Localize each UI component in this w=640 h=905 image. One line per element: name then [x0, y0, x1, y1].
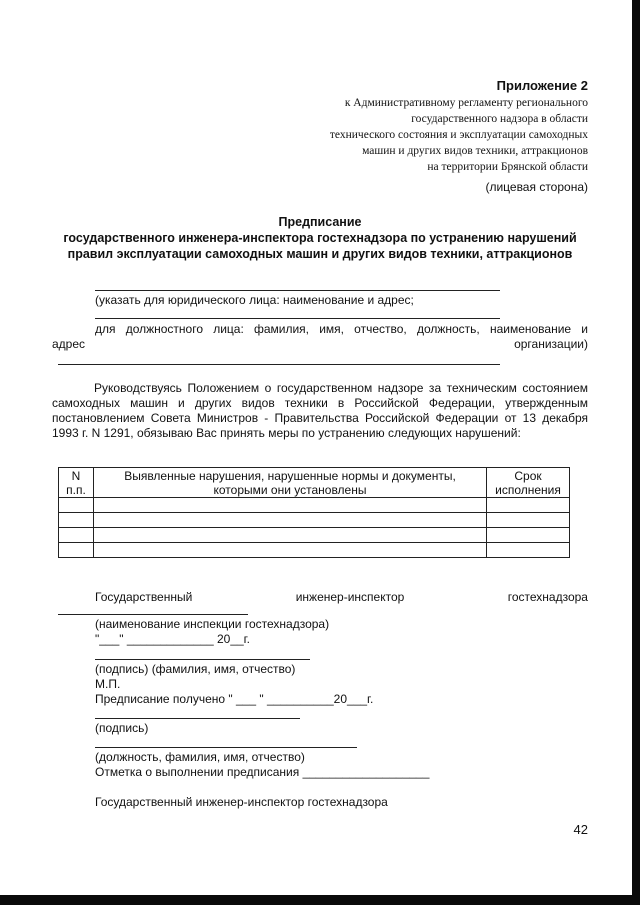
inspection-hint: (наименование инспекции гостехнадзора)	[95, 617, 330, 631]
seal-mark: М.П.	[95, 677, 121, 691]
table-cell	[487, 528, 570, 543]
table-row	[59, 543, 570, 558]
hint-official-word-right: организации)	[514, 337, 588, 351]
appendix-line: технического состояния и эксплуатации самоходных	[329, 129, 588, 141]
table-cell	[94, 513, 487, 528]
fill-line	[58, 364, 500, 365]
table-cell	[487, 498, 570, 513]
header-text: которыми они установлены	[213, 483, 367, 497]
fill-line	[95, 718, 300, 719]
hint-official-word-left: адрес	[52, 337, 86, 351]
table-cell	[94, 543, 487, 558]
header-text: исполнения	[495, 483, 561, 497]
hint-legal: (указать для юридического лица: наименование и адрес;	[95, 293, 414, 307]
table-cell	[59, 528, 94, 543]
scan-edge-right	[632, 0, 640, 905]
scan-edge-bottom	[0, 895, 640, 905]
table-cell	[59, 543, 94, 558]
signature-word-1: Государственный	[95, 590, 193, 604]
fill-line	[58, 614, 248, 615]
header-violations	[94, 468, 487, 498]
table-cell	[487, 543, 570, 558]
table-cell	[487, 513, 570, 528]
fill-line	[95, 747, 357, 748]
fill-line	[95, 659, 310, 660]
appendix-title: Приложение 2	[496, 78, 588, 93]
header-text: Выявленные нарушения, нарушенные нормы и документы,	[124, 469, 456, 483]
table-row	[59, 528, 570, 543]
fill-line	[95, 290, 500, 291]
sign-hint: (подпись) (фамилия, имя, отчество)	[95, 662, 296, 676]
signature-title-row	[95, 590, 588, 604]
title-sub-1: государственного инженера-инспектора гостехнадзора по устранению нарушений	[63, 231, 577, 245]
header-deadline	[487, 468, 570, 498]
violations-table	[58, 467, 570, 558]
appendix-header	[248, 78, 588, 175]
table-row	[59, 513, 570, 528]
sign-only-hint: (подпись)	[95, 721, 149, 735]
signature-word-2: инженер-инспектор	[295, 590, 405, 604]
footer-title: Государственный инженер-инспектор гостехнадзора	[95, 795, 388, 809]
header-num	[59, 468, 94, 498]
position-hint: (должность, фамилия, имя, отчество)	[95, 750, 305, 764]
appendix-line: на территории Брянской области	[427, 161, 588, 173]
date-line: "___" _____________ 20__г.	[95, 632, 250, 646]
title-main: Предписание	[278, 215, 362, 229]
header-text: N	[71, 469, 81, 483]
table-cell	[94, 498, 487, 513]
appendix-line: к Административному регламенту регионального	[344, 97, 588, 109]
received-line: Предписание получено " ___ " __________20___г.	[95, 692, 374, 706]
appendix-line: государственного надзора в области	[411, 113, 588, 125]
title-sub-2: правил эксплуатации самоходных машин и других видов техники, аттракционов	[67, 247, 573, 261]
fill-line	[95, 318, 500, 319]
table-cell	[59, 513, 94, 528]
table-row	[59, 498, 570, 513]
page-number: 42	[573, 822, 588, 837]
table-cell	[59, 498, 94, 513]
appendix-line: машин и других видов техники, аттракционов	[362, 145, 588, 157]
completion-mark: Отметка о выполнении предписания ___________________	[95, 765, 430, 779]
table-header-row	[59, 468, 570, 498]
header-text: Срок	[514, 469, 542, 483]
hint-official-line1: для должностного лица: фамилия, имя, отчество, должность, наименование и	[95, 322, 588, 336]
signature-word-3: гостехнадзора	[507, 590, 588, 604]
table-cell	[94, 528, 487, 543]
side-note: (лицевая сторона)	[485, 180, 588, 194]
header-text: п.п.	[66, 483, 86, 497]
document-title	[52, 214, 588, 262]
body-paragraph: Руководствуясь Положением о государственном надзоре за техническим состоянием самоходных машин и других видов техники в Российской Федерации, утвержденным постановлением Совета Министров - Правительства Российской Федерации от 13 декабря 1993 г. N 1291, обязываю Вас принять меры по устранению следующих нарушений:	[52, 381, 588, 440]
